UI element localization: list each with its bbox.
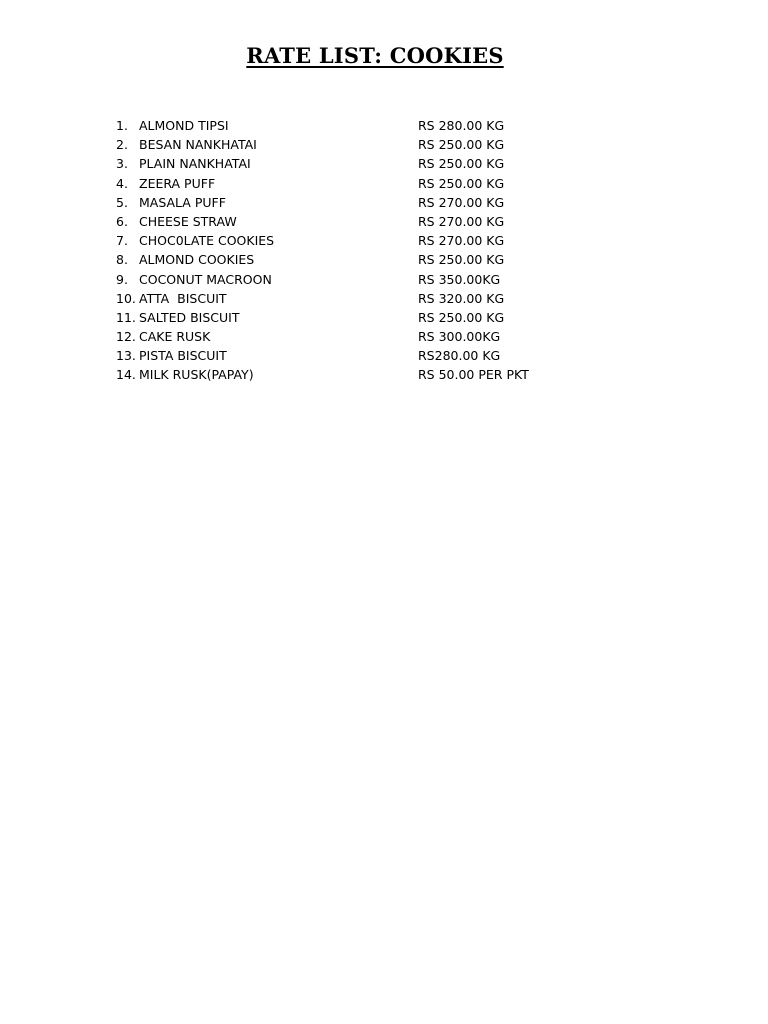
- item-price: RS 270.00 KG: [418, 213, 505, 229]
- item-price: RS 270.00 KG: [418, 233, 505, 249]
- item-number: 11.: [116, 309, 136, 325]
- item-price: RS 250.00 KG: [418, 309, 505, 325]
- list-item: [116, 308, 676, 327]
- list-item: [116, 212, 676, 231]
- list-item: [116, 250, 676, 269]
- item-price: RS 50.00 PER PKT: [418, 367, 529, 383]
- item-price: RS 250.00 KG: [418, 252, 505, 268]
- item-price: RS 350.00KG: [418, 271, 501, 287]
- list-item: [116, 116, 676, 135]
- item-name: MASALA PUFF: [139, 194, 226, 210]
- item-price: RS 270.00 KG: [418, 194, 505, 210]
- item-number: 14.: [116, 367, 136, 383]
- list-item: [116, 231, 676, 250]
- item-number: 6.: [116, 213, 128, 229]
- item-price: RS 250.00 KG: [418, 156, 505, 172]
- list-item: [116, 327, 676, 346]
- item-name: ALMOND TIPSI: [139, 118, 229, 133]
- item-price: RS 300.00KG: [418, 329, 501, 345]
- item-number: 7.: [116, 233, 128, 249]
- item-number: 5.: [116, 194, 128, 210]
- item-number: 2.: [116, 137, 128, 153]
- item-number: 9.: [116, 271, 128, 287]
- list-item: [116, 346, 676, 365]
- item-number: 3.: [116, 156, 128, 172]
- rate-list: [116, 116, 676, 385]
- item-name: PISTA BISCUIT: [139, 348, 227, 364]
- list-item: [116, 135, 676, 154]
- item-name: CHEESE STRAW: [139, 213, 237, 229]
- list-item: [116, 154, 676, 173]
- list-item: [116, 174, 676, 193]
- item-name: MILK RUSK(PAPAY): [139, 367, 254, 383]
- list-item: [116, 270, 676, 289]
- item-price: RS 280.00 KG: [418, 118, 505, 133]
- item-price: RS 320.00 KG: [418, 290, 505, 306]
- item-name: SALTED BISCUIT: [139, 309, 240, 325]
- item-name: PLAIN NANKHATAI: [139, 156, 251, 172]
- item-name: COCONUT MACROON: [139, 271, 272, 287]
- item-name: ALMOND COOKIES: [139, 252, 255, 268]
- item-number: 13.: [116, 348, 136, 364]
- item-name: CAKE RUSK: [139, 329, 211, 345]
- list-item: [116, 365, 676, 384]
- item-number: 4.: [116, 175, 128, 191]
- item-price: RS 250.00 KG: [418, 137, 505, 153]
- item-name: ZEERA PUFF: [139, 175, 216, 191]
- item-number: 12.: [116, 329, 136, 345]
- list-item: [116, 289, 676, 308]
- list-item: [116, 193, 676, 212]
- item-price: RS 250.00 KG: [418, 175, 505, 191]
- item-number: 1.: [116, 118, 128, 133]
- item-price: RS280.00 KG: [418, 348, 501, 364]
- item-number: 10.: [116, 290, 136, 306]
- page-title: RATE LIST: COOKIES: [246, 43, 504, 68]
- item-name: BESAN NANKHATAI: [139, 137, 257, 153]
- item-number: 8.: [116, 252, 128, 268]
- item-name: ATTA BISCUIT: [139, 290, 227, 306]
- item-name: CHOC0LATE COOKIES: [139, 233, 275, 249]
